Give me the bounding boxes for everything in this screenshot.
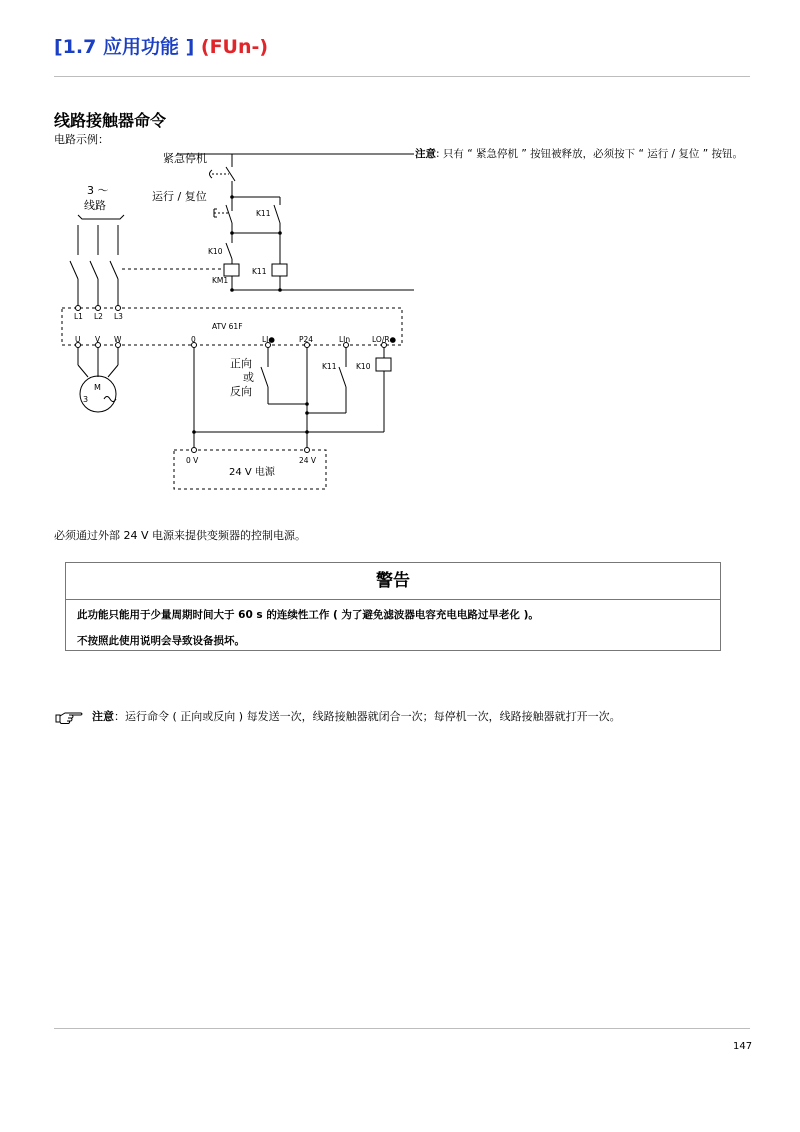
label-three-phase: 3 ～ <box>87 184 109 197</box>
label-u: U <box>75 335 81 344</box>
label-li-input: LI● <box>262 335 275 344</box>
label-k11-contact: K11 <box>256 209 271 218</box>
bottom-note-label: 注意 <box>92 710 114 723</box>
footer-rule <box>54 1028 750 1029</box>
header-code: (FUn-) <box>200 36 269 58</box>
label-line: 线路 <box>84 199 106 212</box>
motor-3-label: 3 <box>83 395 89 404</box>
label-l1: L1 <box>74 312 83 321</box>
label-l3: L3 <box>114 312 123 321</box>
supply-note: 必须通过外部 24 V 电源来提供变频器的控制电源。 <box>54 529 307 542</box>
warning-line-2: 不按照此使用说明会导致设备损坏。 <box>77 635 245 647</box>
label-k10-coil: K10 <box>356 362 371 371</box>
label-emergency-stop: 紧急停机 <box>163 152 207 165</box>
label-w: W <box>114 335 122 344</box>
label-k10-contact: K10 <box>208 247 223 256</box>
header-rule <box>54 76 750 77</box>
label-forward: 正向 <box>230 357 252 370</box>
warning-box <box>65 562 721 651</box>
section-title: 线路接触器命令 <box>54 111 167 130</box>
page-header <box>54 32 268 59</box>
label-lo-r: LO/R● <box>372 335 397 344</box>
label-k11-input: K11 <box>322 362 337 371</box>
note-top-text: : 只有 “ 紧急停机 ” 按钮被释放，必须按下 “ 运行 / 复位 ” 按钮。 <box>436 148 744 160</box>
label-km1: KM1 <box>212 276 229 285</box>
pointing-hand-icon <box>54 707 84 725</box>
label-drive: ATV 61F <box>212 322 243 331</box>
note-top <box>415 146 743 161</box>
motor-m-label: M <box>94 383 101 392</box>
label-run-reset: 运行 / 复位 <box>152 190 207 203</box>
label-l2: L2 <box>94 312 103 321</box>
label-v: V <box>95 335 101 344</box>
label-24v: 24 V <box>299 456 317 465</box>
section-subtitle: 电路示例： <box>54 133 109 146</box>
label-reverse: 反向 <box>230 385 252 398</box>
label-supply: 24 V 电源 <box>229 467 275 478</box>
label-lin: LIn <box>339 335 351 344</box>
bottom-note-text: ：运行命令 ( 正向或反向 ) 每发送一次，线路接触器就闭合一次；每停机一次，线路接触器就打开一次。 <box>114 710 621 723</box>
label-or: 或 <box>243 371 254 384</box>
label-p24: P24 <box>299 335 314 344</box>
label-zero-v: 0 V <box>186 456 199 465</box>
label-k11-coil: K11 <box>252 267 267 276</box>
bottom-note <box>54 707 621 725</box>
header-section: [1.7 应用功能 ] <box>54 36 195 58</box>
note-top-label: 注意 <box>415 148 436 160</box>
page-number: 147 <box>733 1041 753 1052</box>
warning-line-1: 此功能只能用于少量周期时间大于 60 s 的连续性工作 ( 为了避免滤波器电容充电电路过早老化 )。 <box>77 609 539 621</box>
warning-title: 警告 <box>66 563 720 600</box>
circuit-diagram <box>54 145 414 495</box>
label-zero: 0 <box>191 335 196 344</box>
